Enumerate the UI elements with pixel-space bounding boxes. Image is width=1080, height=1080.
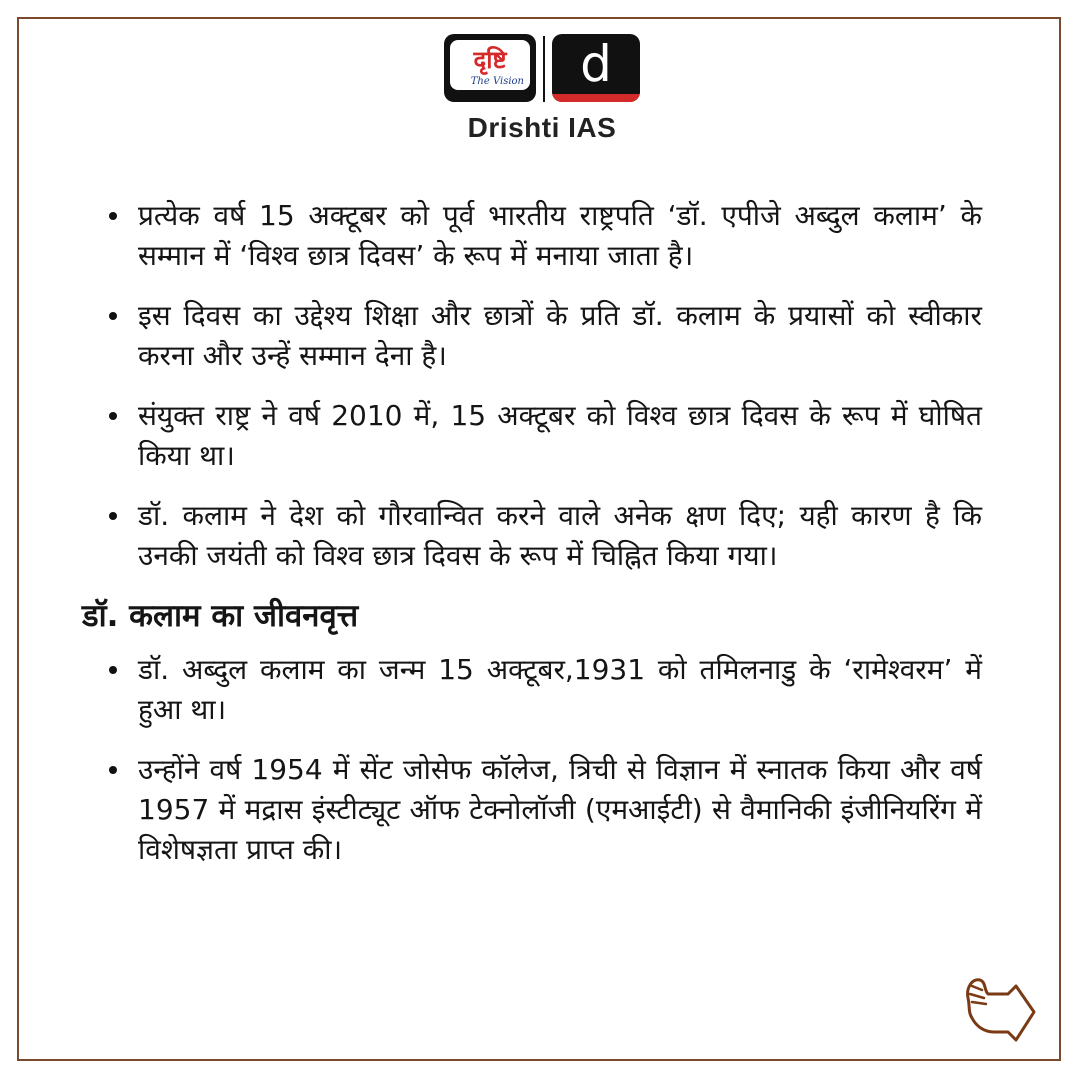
list-item: संयुक्त राष्ट्र ने वर्ष 2010 में, 15 अक्टूबर को विश्व छात्र दिवस के रूप में घोषित किया था। (138, 396, 982, 476)
section-heading: डॉ. कलाम का जीवनवृत्त (82, 598, 359, 634)
brand-name: Drishti IAS (467, 112, 617, 143)
logo-letter: d (580, 35, 612, 93)
logo-hindi-text: दृष्टि (473, 46, 507, 74)
drishti-hindi-logo-box (444, 34, 536, 102)
biography-bullet-list (82, 650, 982, 870)
logo-divider (543, 36, 545, 102)
drishti-d-logo-box (552, 34, 640, 102)
list-item: डॉ. अब्दुल कलाम का जन्म 15 अक्टूबर,1931 को तमिलनाडु के ‘रामेश्वरम’ में हुआ था। (138, 650, 982, 730)
hand-pointing-right-icon[interactable] (958, 968, 1038, 1058)
logo-tagline: The Vision (470, 76, 524, 87)
main-content (82, 196, 982, 890)
list-item: उन्होंने वर्ष 1954 में सेंट जोसेफ कॉलेज, त्रिची से विज्ञान में स्नातक किया और वर्ष 1957 में मद्रास इंस्टीट्यूट ऑफ टेक्नोलॉजी (एमआईटी) से वैमानिकी इंजीनियरिंग में विशेषज्ञता प्राप्त की। (138, 750, 982, 870)
logo-red-bar (552, 94, 640, 102)
list-item: प्रत्येक वर्ष 15 अक्टूबर को पूर्व भारतीय राष्ट्रपति ‘डॉ. एपीजे अब्दुल कलाम’ के सम्मान में ‘विश्व छात्र दिवस’ के रूप में मनाया जाता है। (138, 196, 982, 276)
list-item: इस दिवस का उद्देश्य शिक्षा और छात्रों के प्रति डॉ. कलाम के प्रयासों को स्वीकार करना और उन्हें सम्मान देना है। (138, 296, 982, 376)
drishti-logo (444, 34, 640, 144)
intro-bullet-list (82, 196, 982, 576)
list-item: डॉ. कलाम ने देश को गौरवान्वित करने वाले अनेक क्षण दिए; यही कारण है कि उनकी जयंती को विश्व छात्र दिवस के रूप में चिह्नित किया गया। (138, 496, 982, 576)
